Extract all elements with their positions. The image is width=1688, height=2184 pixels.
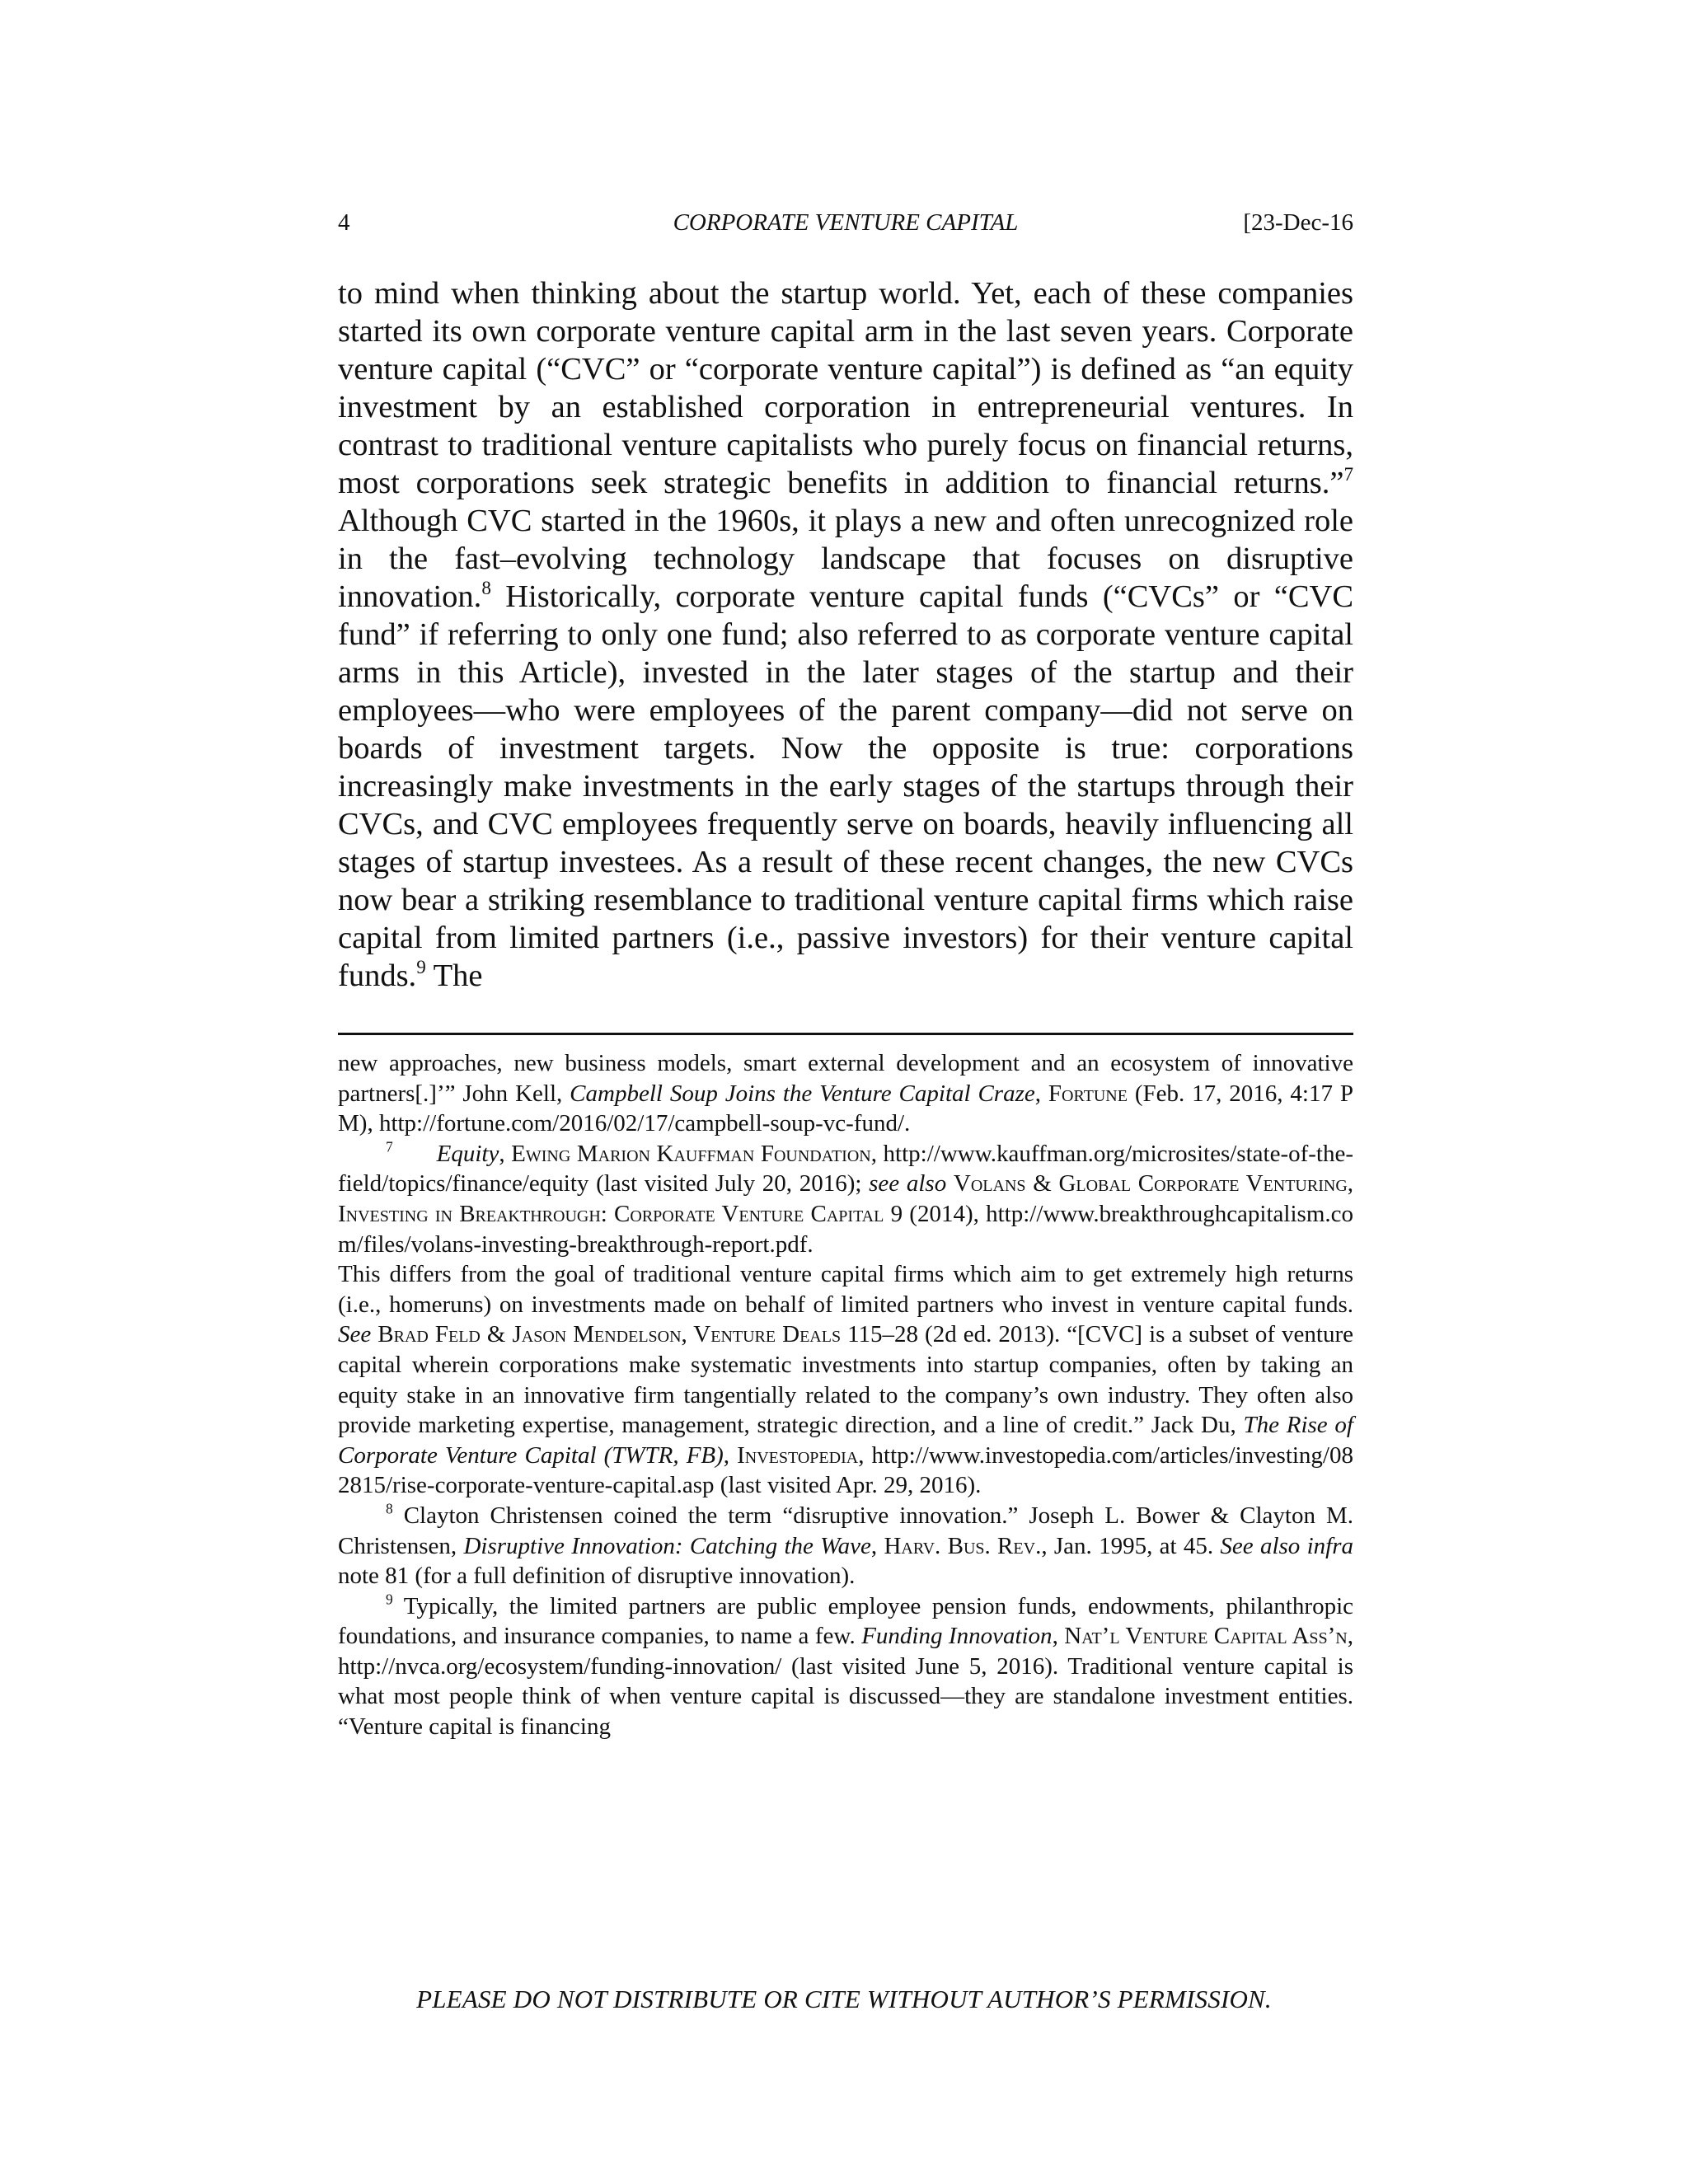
footnote-continuation: new approaches, new business models, smart external development and an ecosystem of innovative partners[.]’” John Kell, Campbell Soup Joins the Venture Capital Craze, Fortune (Feb. 17, 2016, 4:17 PM), http://fortune.com/2016/02/17/campbell-soup-vc-fund/. [338,1050,1354,1137]
publication-name: Fortune [1048,1080,1128,1107]
footnote-separator [338,1033,1353,1035]
running-header [338,206,1353,239]
article-title: Campbell Soup Joins the Venture Capital Craze [570,1080,1035,1107]
body-text-2: Although CVC started in the 1960s, it plays a new and often unrecognized role in the fast–evolving technology landscape that focuses on disruptive innovation. [338,504,1353,614]
footnote-ref-9[interactable]: 9 [416,956,426,977]
distribution-notice: PLEASE DO NOT DISTRIBUTE OR CITE WITHOUT AUTHOR’S PERMISSION. [416,1985,1272,2013]
main-paragraph [338,274,1353,995]
footnote-9: $^9$ Typically, the limited partners are public employee pension funds, endowments, philanthropic foundations, and insurance companies, to name a few. Funding Innovation, Nat’l Venture Capital Ass’n, http://nvca.org/ecosystem/funding-innovation/ (last visited June 5, 2016). Traditional venture capital is what most people think of when venture capital is discussed—they are standalone investment entities. “Venture capital is financing [338,1591,1354,1741]
body-text-3: Historically, corporate venture capital funds (“CVCs” or “CVC fund” if referring to only one fund; also referred to as corporate venture capital arms in this Article), invested in the later stages of the startup and their employees—who were employees of the parent company—did not serve on boards of investment targets. Now the opposite is true: corporations increasingly make investments in the early stages of the startups through their CVCs, and CVC employees frequently serve on boards, heavily influencing all stages of startup investees. As a result of these recent changes, the new CVCs now bear a striking resemblance to traditional venture capital firms which raise capital from limited partners (i.e., passive investors) for their venture capital funds. [338,579,1353,993]
footnote-number-9: 9 [386,1591,393,1608]
footnote-number-8: 8 [386,1500,393,1517]
body-text-1: to mind when thinking about the startup world. Yet, each of these companies started its own corporate venture capital arm in the last seven years. Corporate venture capital (“CVC” or “corporate venture capital”) is defined as “an equity investment by an established corporation in entrepreneurial ventures. In contrast to traditional venture capitalists who purely focus on financial returns, most corporations seek strategic benefits in addition to financial returns.” [338,276,1353,500]
page-number: 4 [338,209,350,236]
running-title: CORPORATE VENTURE CAPITAL [673,209,1019,236]
footnote-ref-7[interactable]: 7 [1343,463,1353,485]
footnote-link[interactable]: http://www.kauffman.org/microsites/state-of-the-field/topics/finance/equity [338,1140,1354,1197]
footnote-7-continued: This differs from the goal of traditional venture capital firms which aim to get extremely high returns (i.e., homeruns) on investments made on behalf of limited partners who invest in venture capital funds. See Brad Feld & Jason Mendelson, Venture Deals 115–28 (2d ed. 2013). “[CVC] is a subset of venture capital wherein corporations make systematic investments into startup companies, often by taking an equity stake in an innovative firm tangentially related to the company’s own industry. They often also provide marketing expertise, management, strategic direction, and a line of credit.” Jack Du, The Rise of Corporate Venture Capital (TWTR, FB), Investopedia, http://www.investopedia.com/articles/investing/082815/rise-corporate-venture-capital.asp (last visited Apr. 29, 2016). [338,1261,1353,1499]
footnote-ref-8[interactable]: 8 [481,577,491,598]
footnote-number-7: 7 [386,1138,393,1155]
header-date: [23-Dec-16 [1243,209,1353,236]
footnote-7: $^7$ Equity, Ewing Marion Kauffman Foundation, http://www.kauffman.org/microsites/state-of-the-field/topics/finance/equity (last visited July 20, 2016); see also Volans & Global Corporate Venturing, Investing in Breakthrough: Corporate Venture Capital 9 (2014), http://www.breakthroughcapitalism.com/files/volans-investing-breakthrough-report.pdf. [338,1138,1354,1258]
body-text-4: The [425,958,483,993]
footnotes [338,1048,1353,1742]
footnote-8: $^8$ Clayton Christensen coined the term “disruptive innovation.” Joseph L. Bower & Clayton M. Christensen, Disruptive Innovation: Catching the Wave, Harv. Bus. Rev., Jan. 1995, at 45. See also infra note 81 (for a full definition of disruptive innovation). [338,1500,1354,1590]
